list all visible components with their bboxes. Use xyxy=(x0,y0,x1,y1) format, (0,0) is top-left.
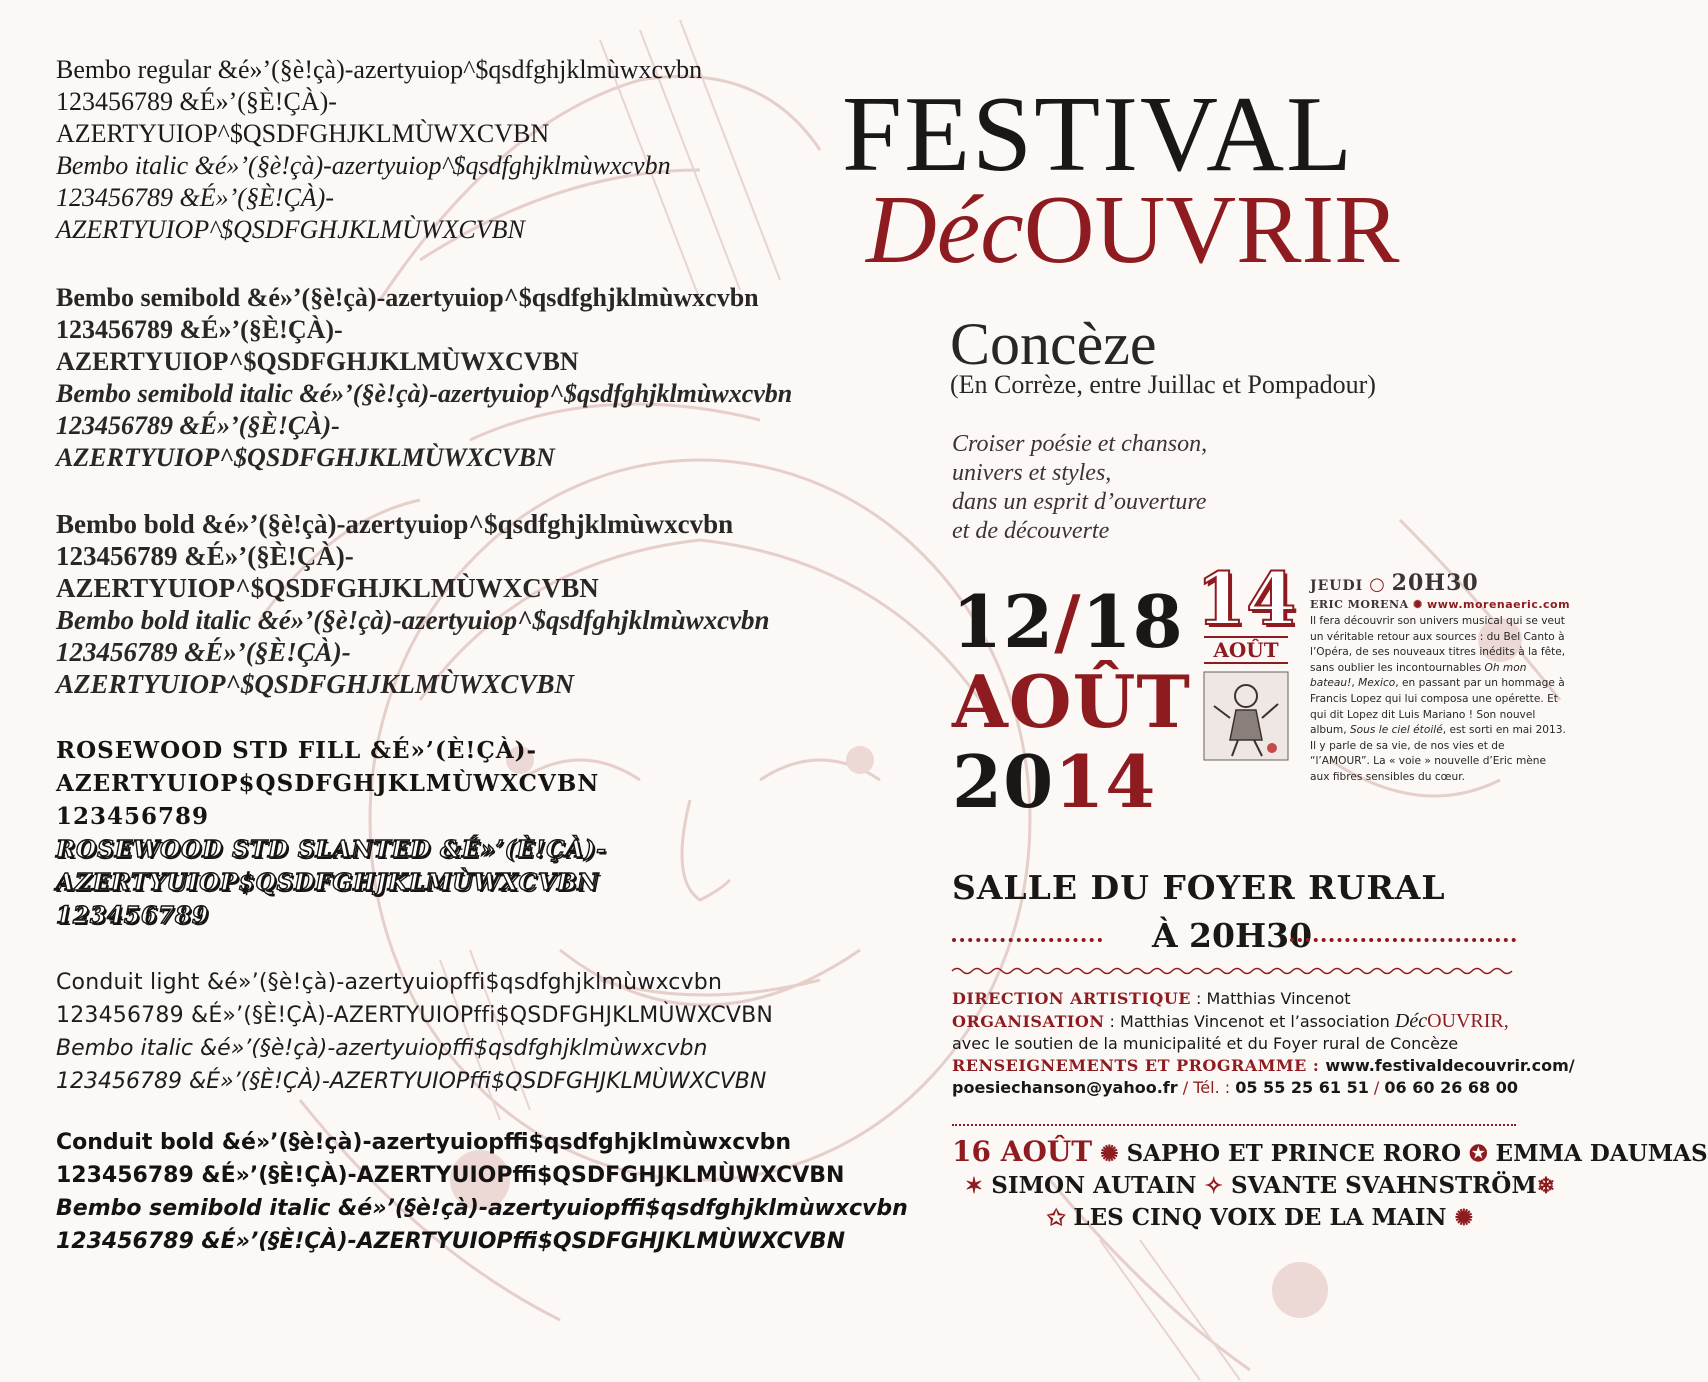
specimen-bembo-semibold xyxy=(56,282,792,474)
credit-contact xyxy=(952,1077,1575,1099)
aug14-artist xyxy=(1310,598,1570,611)
start-day: 12 xyxy=(952,579,1055,664)
specimen-line: 123456789 &É»’(§È!ÇÀ)- xyxy=(56,541,354,571)
specimen-line: Bembo semibold &é»’(§è!çà)-azertyuiop^$qsdfghjklmùwxcvbn xyxy=(56,283,759,312)
star-icon: ✪ xyxy=(1469,1141,1488,1167)
credit-organisation xyxy=(952,1010,1575,1033)
org-name-italic: Déc xyxy=(1394,1010,1428,1032)
bio-italic: Sous le ciel étoilé xyxy=(1349,724,1443,737)
specimen-line: 123456789 &É»’(§È!ÇÀ)- xyxy=(56,183,335,212)
artist-name: ERIC MORENA xyxy=(1310,598,1409,611)
specimen-line: AZERTYUIOP^$QSDFGHJKLMÙWXCVBN xyxy=(56,669,574,699)
date-month: AOÛT xyxy=(952,659,1191,744)
specimen-line: AZERTYUIOP$QSDFGHJKLMÙWXCVBN xyxy=(56,770,600,797)
specimen-line: 123456789 &É»’(§È!ÇÀ)-AZERTYUIOPffi$QSDFGHJKLMÙWXCVBN xyxy=(56,1229,845,1254)
tagline-line: univers et styles, xyxy=(952,460,1112,486)
aug16-date: 16 AOÛT xyxy=(952,1135,1093,1168)
bio-italic: Mexico xyxy=(1358,677,1396,690)
star-icon: ✩ xyxy=(1046,1205,1066,1231)
specimen-line: 123456789 xyxy=(56,803,210,830)
bio-text: , en passant par un hommage à Francis Lopez qui lui composa une opérette. Et qui dit Lopez dit Luis Mariano ! Son nouvel album, xyxy=(1310,677,1565,737)
specimen-line: 123456789 &É»’(§È!ÇÀ)-AZERTYUIOPffi$QSDFGHJKLMÙWXCVBN xyxy=(56,1069,767,1094)
weekday: JEUDI xyxy=(1310,578,1364,594)
lineup-row xyxy=(952,1202,1568,1234)
lineup-row xyxy=(952,1170,1568,1202)
year-part-b: 14 xyxy=(1054,739,1157,824)
specimen-line: 123456789 &É»’(§È!ÇÀ)- xyxy=(56,87,337,116)
specimen-conduit-bold xyxy=(56,1126,908,1258)
specimen-line: 123456789 &É»’(§È!ÇÀ)- xyxy=(56,315,343,344)
specimen-line: AZERTYUIOP$QSDFGHJKLMÙWXCVBN xyxy=(56,869,600,896)
date-range xyxy=(952,579,1191,664)
phone-2: 06 60 26 68 00 xyxy=(1384,1078,1518,1097)
wavy-divider xyxy=(952,966,1516,976)
dotted-divider xyxy=(1290,938,1516,942)
phone-1: 05 55 25 61 51 xyxy=(1235,1078,1369,1097)
dotted-divider xyxy=(952,1124,1516,1126)
year-part-a: 20 xyxy=(952,739,1055,824)
specimen-line: 123456789 &É»’(§È!ÇÀ)- xyxy=(56,411,340,440)
specimen-line: Bembo semibold italic &é»’(§è!çà)-azertyuiopffi$qsdfghjklmùwxcvbn xyxy=(56,1196,908,1221)
email-link[interactable]: poesiechanson@yahoo.fr xyxy=(952,1078,1178,1097)
hour: 20H30 xyxy=(1391,570,1479,596)
specimen-line: 123456789 xyxy=(56,902,210,929)
diamond-star-icon: ✧ xyxy=(1204,1173,1223,1199)
specimen-line: ROSEWOOD STD FILL &É»’(È!ÇÀ)- xyxy=(56,737,538,764)
credit-support: avec le soutien de la municipalité et du Foyer rural de Concèze xyxy=(952,1034,1459,1053)
specimen-line: AZERTYUIOP^$QSDFGHJKLMÙWXCVBN xyxy=(56,573,599,603)
specimen-line: Bembo italic &é»’(§è!çà)-azertyuiopffi$qsdfghjklmùwxcvbn xyxy=(56,1036,708,1061)
circle-icon: ○ xyxy=(1369,574,1386,595)
aug14-month: AOÛT xyxy=(1204,636,1288,664)
specimen-line: Bembo italic &é»’(§è!çà)-azertyuiop^$qsdfghjklmùwxcvbn xyxy=(56,151,671,180)
phone-label: / Tél. : xyxy=(1177,1078,1236,1097)
specimen-line: Bembo bold italic &é»’(§è!çà)-azertyuiop^$qsdfghjklmùwxcvbn xyxy=(56,605,770,635)
specimen-line: Conduit bold &é»’(§è!çà)-azertyuiopffi$qsdfghjklmùwxcvbn xyxy=(56,1130,791,1155)
credit-value: : Matthias Vincenot xyxy=(1190,989,1351,1008)
specimen-line: AZERTYUIOP^$QSDFGHJKLMÙWXCVBN xyxy=(56,215,525,244)
specimen-line: Bembo semibold italic &é»’(§è!çà)-azertyuiop^$qsdfghjklmùwxcvbn xyxy=(56,379,793,408)
tagline xyxy=(952,430,1207,546)
credits xyxy=(952,988,1575,1099)
artist-url[interactable]: www.morenaeric.com xyxy=(1427,598,1571,611)
decouvrir-italic: Déc xyxy=(866,176,1024,284)
bio-text: , xyxy=(1351,677,1359,690)
date-slash: / xyxy=(1054,579,1082,664)
sun-icon: ✺ xyxy=(1412,598,1423,611)
specimen-line: 123456789 &É»’(§È!ÇÀ)- xyxy=(56,637,351,667)
specimen-conduit-light xyxy=(56,966,773,1098)
aug14-bio xyxy=(1310,614,1566,786)
festival-dates xyxy=(952,579,1191,824)
credit-sep: : xyxy=(1306,1056,1326,1075)
aug16-lineup xyxy=(952,1135,1708,1234)
specimen-line: Bembo regular &é»’(§è!çà)-azertyuiop^$qsdfghjklmùwxcvbn xyxy=(56,55,703,84)
specimen-line: 123456789 &É»’(§È!ÇÀ)-AZERTYUIOPffi$QSDFGHJKLMÙWXCVBN xyxy=(56,1003,774,1028)
artist: SIMON AUTAIN xyxy=(991,1172,1197,1199)
town-subtitle: (En Corrèze, entre Juillac et Pompadour) xyxy=(950,370,1376,399)
specimen-line: Bembo bold &é»’(§è!çà)-azertyuiop^$qsdfghjklmùwxcvbn xyxy=(56,509,734,539)
sun-icon: ✺ xyxy=(1454,1205,1474,1231)
aug14-day: 14 xyxy=(1196,556,1297,641)
credit-value: : Matthias Vincenot et l’association xyxy=(1104,1012,1395,1031)
artist: SVANTE SVAHNSTRÖM xyxy=(1230,1172,1537,1199)
specimen-bembo-regular-italic xyxy=(56,54,702,246)
lineup-row xyxy=(952,1135,1708,1170)
credit-label: ORGANISATION xyxy=(952,1012,1105,1031)
snowflake-icon: ❄ xyxy=(1536,1173,1556,1199)
website-link[interactable]: www.festivaldecouvrir.com/ xyxy=(1325,1056,1575,1075)
tagline-line: et de découverte xyxy=(952,518,1110,544)
bio-text: Il fera découvrir son univers musical qui se veut un véritable retour aux sources : du Bel Canto à l’Opéra, de ses nouveaux titres inédits à la fête, sans oublier les incontournables xyxy=(1310,615,1566,674)
tagline-line: Croiser poésie et chanson, xyxy=(952,431,1208,457)
specimen-bembo-bold xyxy=(56,508,770,700)
festival-title: FESTIVAL xyxy=(842,75,1355,194)
bio-italic: Oh mon bateau! xyxy=(1310,661,1527,690)
date-year xyxy=(952,739,1191,824)
org-name-caps: OUVRIR, xyxy=(1427,1010,1509,1032)
bio-text: , est sorti en mai 2013. Il y parle de sa vie, de nos vies et de “l’AMOUR”. La « voie » nouvelle d’Eric mène aux fibres sensibles du cœur. xyxy=(1310,724,1566,783)
artist: EMMA DAUMAS xyxy=(1495,1140,1708,1167)
asterisk-icon: ✶ xyxy=(964,1173,984,1199)
artist: SAPHO ET PRINCE RORO xyxy=(1126,1140,1462,1167)
specimen-line: AZERTYUIOP^$QSDFGHJKLMÙWXCVBN xyxy=(56,119,550,148)
town-name: Concèze xyxy=(950,311,1157,377)
specimen-line: AZERTYUIOP^$QSDFGHJKLMÙWXCVBN xyxy=(56,443,555,472)
venue: SALLE DU FOYER RURAL xyxy=(952,868,1446,907)
credit-label: RENSEIGNEMENTS ET PROGRAMME xyxy=(952,1056,1307,1075)
artist: LES CINQ VOIX DE LA MAIN xyxy=(1073,1204,1447,1231)
specimen-line: ROSEWOOD STD SLANTED &É»’(È!ÇÀ)- xyxy=(56,836,607,863)
credit-info xyxy=(952,1055,1575,1077)
decouvrir-caps: OUVRIR xyxy=(1023,176,1400,284)
end-day: 18 xyxy=(1081,579,1184,664)
specimen-line: 123456789 &É»’(§È!ÇÀ)-AZERTYUIOPffi$QSDFGHJKLMÙWXCVBN xyxy=(56,1163,845,1188)
show-time: À 20H30 xyxy=(1151,916,1313,955)
tagline-line: dans un esprit d’ouverture xyxy=(952,489,1207,515)
aug14-badge xyxy=(1196,556,1297,762)
decouvrir-title xyxy=(866,176,1400,284)
aug14-schedule xyxy=(1310,570,1479,596)
phone-sep: / xyxy=(1368,1078,1385,1097)
performer-engraving xyxy=(1202,670,1290,762)
credit-label: DIRECTION ARTISTIQUE xyxy=(952,989,1191,1008)
specimen-line: AZERTYUIOP^$QSDFGHJKLMÙWXCVBN xyxy=(56,347,579,376)
sun-icon: ✺ xyxy=(1100,1141,1119,1167)
credit-direction xyxy=(952,988,1575,1010)
specimen-line: Conduit light &é»’(§è!çà)-azertyuiopffi$qsdfghjklmùwxcvbn xyxy=(56,970,723,995)
specimen-rosewood xyxy=(56,734,607,932)
